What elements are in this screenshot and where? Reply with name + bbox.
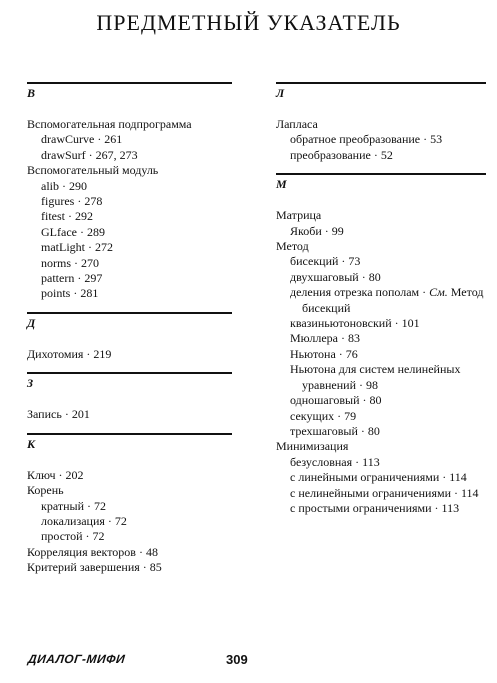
index-subentry <box>276 455 486 470</box>
entry-text: Метод <box>276 239 309 254</box>
index-section <box>27 433 232 576</box>
index-subentry <box>276 132 486 147</box>
entry-text: Дихотомия · 219 <box>27 346 112 361</box>
entry-text: с линейными ограничениями · 114 <box>290 470 467 485</box>
entry-text: секущих · 79 <box>290 408 357 423</box>
section-letter: В <box>27 82 232 101</box>
index-subentry <box>276 285 486 316</box>
section-letter: К <box>27 433 232 452</box>
index-subentry <box>27 286 232 301</box>
index-entry <box>27 347 232 362</box>
entry-text: квазиньютоновский · 101 <box>290 316 420 331</box>
page-number: 309 <box>226 652 248 667</box>
section-letter: З <box>27 372 232 391</box>
index-entry <box>276 117 486 132</box>
entry-text: figures · 278 <box>41 194 103 209</box>
index-subentry <box>27 529 232 544</box>
entry-text: трехшаговый · 80 <box>290 423 380 438</box>
entry-text: Мюллера · 83 <box>290 331 360 346</box>
index-subentry <box>276 148 486 163</box>
index-subentry <box>276 501 486 516</box>
index-entry <box>27 483 232 498</box>
entry-text: pattern · 297 <box>41 271 103 286</box>
see-target: Метод бисекций <box>302 285 484 315</box>
entry-text: Ключ · 202 <box>27 467 84 482</box>
index-subentry <box>27 256 232 271</box>
index-entry <box>276 439 486 454</box>
index-subentry <box>276 270 486 285</box>
index-subentry <box>276 224 486 239</box>
index-entry <box>27 560 232 575</box>
page-title: ПРЕДМЕТНЫЙ УКАЗАТЕЛЬ <box>96 10 401 35</box>
index-column-right <box>276 82 486 526</box>
index-section <box>276 82 486 163</box>
entry-text: преобразование · 52 <box>290 147 393 162</box>
section-letter: Л <box>276 82 486 101</box>
index-section <box>27 82 232 302</box>
entry-text: drawCurve · 261 <box>41 132 123 147</box>
entry-text: двухшаговый · 80 <box>290 269 381 284</box>
entry-text: Корень <box>27 483 64 498</box>
index-subentry <box>27 499 232 514</box>
index-entry <box>27 545 232 560</box>
entry-text: alib · 290 <box>41 178 87 193</box>
index-subentry <box>27 514 232 529</box>
entry-text: Якоби · 99 <box>290 223 344 238</box>
section-letter: М <box>276 173 486 192</box>
index-subentry <box>276 393 486 408</box>
entry-text: Вспомогательный модуль <box>27 163 159 178</box>
entry-text: points · 281 <box>41 286 99 301</box>
entry-text: Корреляция векторов · 48 <box>27 544 158 559</box>
entry-text: бисекций · 73 <box>290 254 361 269</box>
index-entry <box>27 407 232 422</box>
index-section <box>276 173 486 516</box>
index-subentry <box>27 209 232 224</box>
index-subentry <box>276 316 486 331</box>
entry-text: Ньютона · 76 <box>290 346 358 361</box>
index-subentry <box>276 362 486 393</box>
entry-text: GLface · 289 <box>41 224 105 239</box>
entry-text: одношаговый · 80 <box>290 393 382 408</box>
index-subentry <box>276 424 486 439</box>
index-subentry <box>27 132 232 147</box>
publisher-logo: ДИАЛОГ-МИФИ <box>27 652 126 666</box>
index-subentry <box>27 148 232 163</box>
index-subentry <box>27 271 232 286</box>
index-column-left <box>27 82 232 586</box>
index-subentry <box>276 470 486 485</box>
index-subentry <box>27 240 232 255</box>
entry-text: с простыми ограничениями · 113 <box>290 500 460 515</box>
index-section <box>27 312 232 362</box>
entry-text: norms · 270 <box>41 255 99 270</box>
index-entry <box>27 163 232 178</box>
entry-text: fitest · 292 <box>41 209 93 224</box>
index-subentry <box>27 194 232 209</box>
entry-text: drawSurf · 267, 273 <box>41 147 138 162</box>
entry-text: Критерий завершения · 85 <box>27 560 162 575</box>
entry-text: Запись · 201 <box>27 407 90 422</box>
index-subentry <box>276 486 486 501</box>
section-letter: Д <box>27 312 232 331</box>
index-subentry <box>27 179 232 194</box>
index-entry <box>276 208 486 223</box>
index-subentry <box>27 225 232 240</box>
entry-text: обратное преобразование · 53 <box>290 132 443 147</box>
index-section <box>27 372 232 422</box>
entry-text: Матрица <box>276 208 322 223</box>
entry-text: Минимизация <box>276 439 349 454</box>
entry-text: деления отрезка пополам · <box>290 285 430 300</box>
entry-text: Ньютона для систем нелинейных уравнений · 98 <box>290 362 461 392</box>
index-subentry <box>276 254 486 269</box>
entry-text: с нелинейными ограничениями · 114 <box>290 485 479 500</box>
entry-text: безусловная · 113 <box>290 454 380 469</box>
entry-text: Вспомогательная подпрограмма <box>27 117 192 131</box>
index-subentry <box>276 409 486 424</box>
index-subentry <box>276 331 486 346</box>
entry-text: простой · 72 <box>41 529 105 544</box>
index-subentry <box>276 347 486 362</box>
entry-text: локализация · 72 <box>41 513 127 528</box>
entry-text: кратный · 72 <box>41 498 106 513</box>
index-entry <box>27 468 232 483</box>
index-entry <box>276 239 486 254</box>
entry-text: matLight · 272 <box>41 240 113 255</box>
index-entry <box>27 117 232 132</box>
entry-text: Лапласа <box>276 117 318 131</box>
see-reference: См. <box>429 285 448 300</box>
